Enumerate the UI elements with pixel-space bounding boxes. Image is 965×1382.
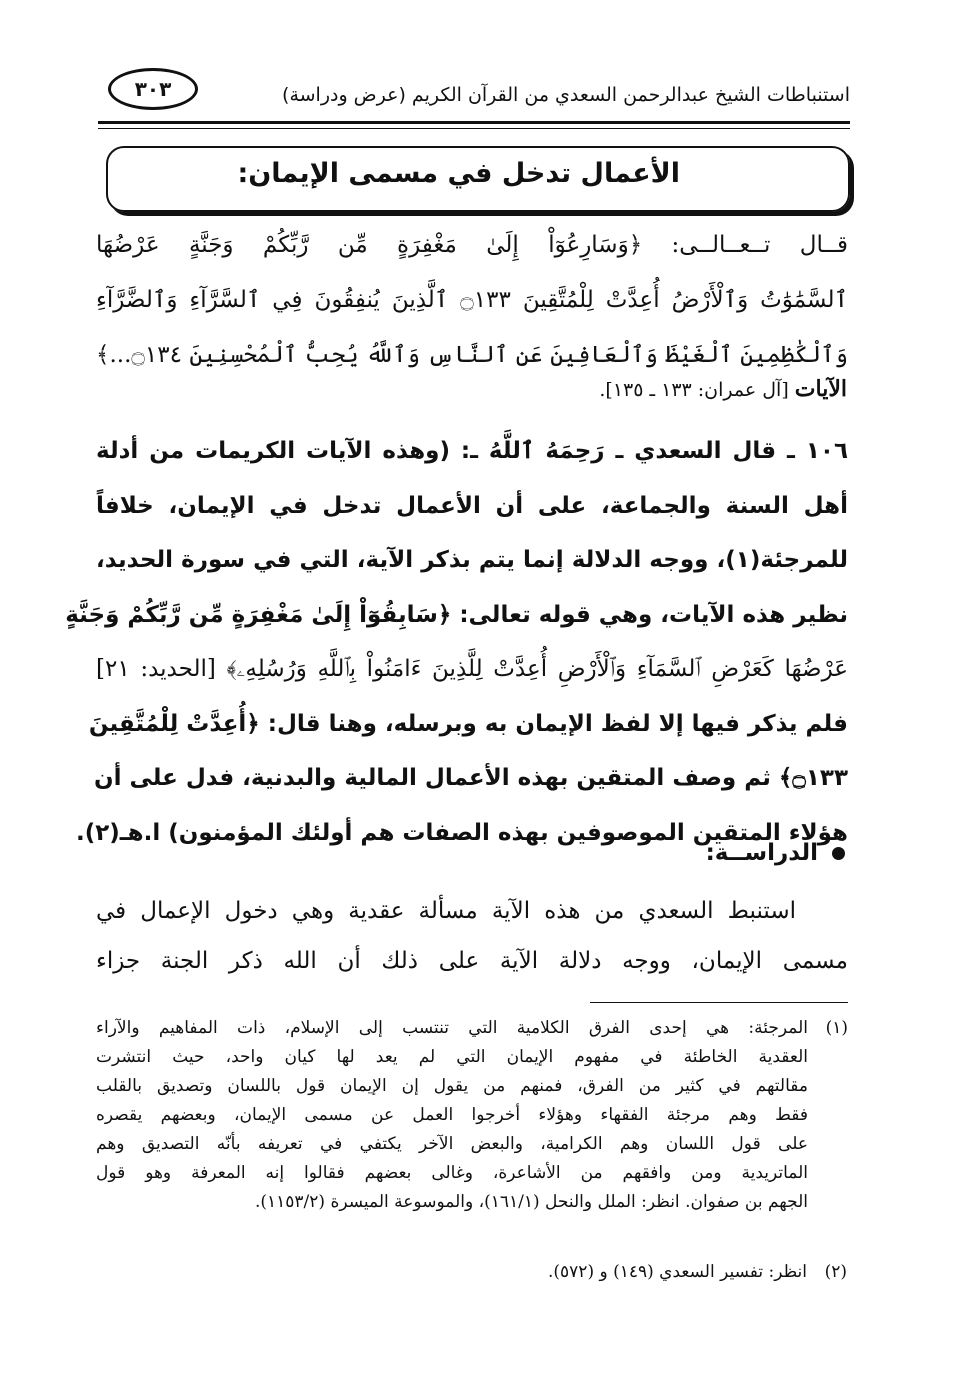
footnote-number: (٢) bbox=[824, 1262, 847, 1282]
footnote-line: العقدية الخاطئة في مفهوم الإيمان التي لم يعد لها كيان واحد، حيث انتشرت bbox=[96, 1047, 808, 1067]
footnote-text: المرجئة: هي إحدى الفرق الكلامية التي تنتسب إلى الإسلام، ذات المفاهيم والآراء bbox=[96, 1018, 808, 1038]
footnote-2 bbox=[548, 1262, 847, 1282]
section-title: الأعمال تدخل في مسمى الإيمان: bbox=[237, 158, 680, 189]
footnote-1 bbox=[96, 1014, 848, 1217]
footnote-number: (١) bbox=[825, 1018, 848, 1038]
quote-line: عَرْضُهَا كَعَرْضِ ٱلسَّمَآءِ وَٱلْأَرْضِ أُعِدَّتْ لِلَّذِينَ ءَامَنُواْ بِٱللَّهِ وَرُسُلِهِۦ﴾ [الحديد: ٢١] bbox=[96, 656, 848, 682]
study-heading-text: الدراســة: bbox=[705, 840, 818, 866]
study-line: مسمى الإيمان، ووجه دلالة الآية على ذلك أن الله ذكر الجنة جزاء bbox=[96, 948, 848, 974]
study-paragraph bbox=[96, 886, 848, 986]
verse-line: ٱلسَّمَٰوَٰتُ وَٱلْأَرْضُ أُعِدَّتْ لِلْمُتَّقِينَ ۝١٣٣ ٱلَّذِينَ يُنفِقُونَ فِي ٱلسَّرَّآءِ وَٱلضَّرَّآءِ bbox=[96, 287, 848, 313]
footnote-line: مقالتهم في كثير من الفرق، فمنهم من يقول إن الإيمان قول باللسان وتصديق بالقلب bbox=[96, 1076, 808, 1096]
verse-line: وَٱلْكَٰظِمِينَ ٱلْغَيْظَ وَٱلْعَافِينَ عَنِ ٱلنَّاسِ وَٱللَّهُ يُحِبُّ ٱلْمُحْسِنِينَ ۝١٣٤...﴾ bbox=[96, 342, 848, 368]
quote-line: أهل السنة والجماعة، على أن الأعمال تدخل في الإيمان، خلافاً bbox=[96, 492, 848, 519]
footnote-line: الجهم بن صفوان. انظر: الملل والنحل (١٦١/١)، والموسوعة الميسرة (١١٥٣/٢). bbox=[254, 1192, 808, 1212]
saadi-quote bbox=[65, 424, 848, 860]
footnote-line: فقط وهم مرجئة الفقهاء وهؤلاء أخرجوا العمل عن مسمى الإيمان، وبعضهم يقصره bbox=[96, 1105, 808, 1125]
quote-line: ١٠٦ ـ قال السعدي ـ رَحِمَهُ ٱللَّهُ ـ: (وهذه الآيات الكريمات من أدلة bbox=[96, 438, 848, 464]
quote-line: ۝١٣٣﴾ ثم وصف المتقين بهذه الأعمال المالية والبدنية، فدل على أن bbox=[93, 765, 848, 791]
verse-line: قــال تــعــالــى: ﴿وَسَارِعُوٓاْ إِلَىٰ مَغْفِرَةٍ مِّن رَّبِّكُمْ وَجَنَّةٍ عَرْضُهَا bbox=[96, 232, 848, 258]
footnote-separator bbox=[590, 1002, 848, 1003]
quote-line: فلم يذكر فيها إلا لفظ الإيمان به وبرسله، وهنا قال: ﴿أُعِدَّتْ لِلْمُتَّقِينَ bbox=[88, 710, 848, 737]
page-header bbox=[98, 62, 850, 114]
page-number: ٣٠٣ bbox=[108, 68, 198, 110]
footnote-text: انظر: تفسير السعدي (١٤٩) و (٥٧٢). bbox=[547, 1262, 807, 1282]
verse-reference bbox=[599, 376, 847, 402]
footnote-line: على قول اللسان وهم الكرامية، والبعض الآخر يكتفي في تعريفه بأنّه التصديق وهم bbox=[96, 1134, 808, 1154]
footnote-line bbox=[96, 1014, 848, 1043]
section-title-box bbox=[106, 146, 850, 212]
running-title: استنباطات الشيخ عبدالرحمن السعدي من القرآن الكريم (عرض ودراسة) bbox=[282, 84, 850, 106]
header-rule-thick bbox=[98, 121, 850, 124]
quote-line: هؤلاء المتقين الموصوفين بهذه الصفات هم أولئك المؤمنون) ا.هـ(٢). bbox=[76, 819, 848, 846]
footnote-line: الماتريدية ومن وافقهم من الأشاعرة، وغالى بعضهم فقالوا إنه المعرفة وهو قول bbox=[96, 1163, 808, 1183]
quote-line: للمرجئة(١)، ووجه الدلالة إنما يتم بذكر الآية، التي في سورة الحديد، bbox=[96, 547, 848, 573]
verse-block bbox=[96, 218, 848, 383]
quote-line: نظير هذه الآيات، وهي قوله تعالى: ﴿سَابِقُوٓاْ إِلَىٰ مَغْفِرَةٍ مِّن رَّبِّكُمْ وَجَنَّةٍ bbox=[65, 601, 848, 628]
header-rule-thin bbox=[98, 128, 850, 129]
bullet-icon bbox=[832, 847, 845, 860]
verse-ref-label: الآيات bbox=[794, 376, 847, 402]
study-heading bbox=[706, 840, 845, 866]
verse-ref-text: [آل عمران: ١٣٣ ـ ١٣٥]. bbox=[599, 379, 789, 401]
study-line: استنبط السعدي من هذه الآية مسألة عقدية وهي دخول الإعمال في bbox=[96, 898, 796, 924]
